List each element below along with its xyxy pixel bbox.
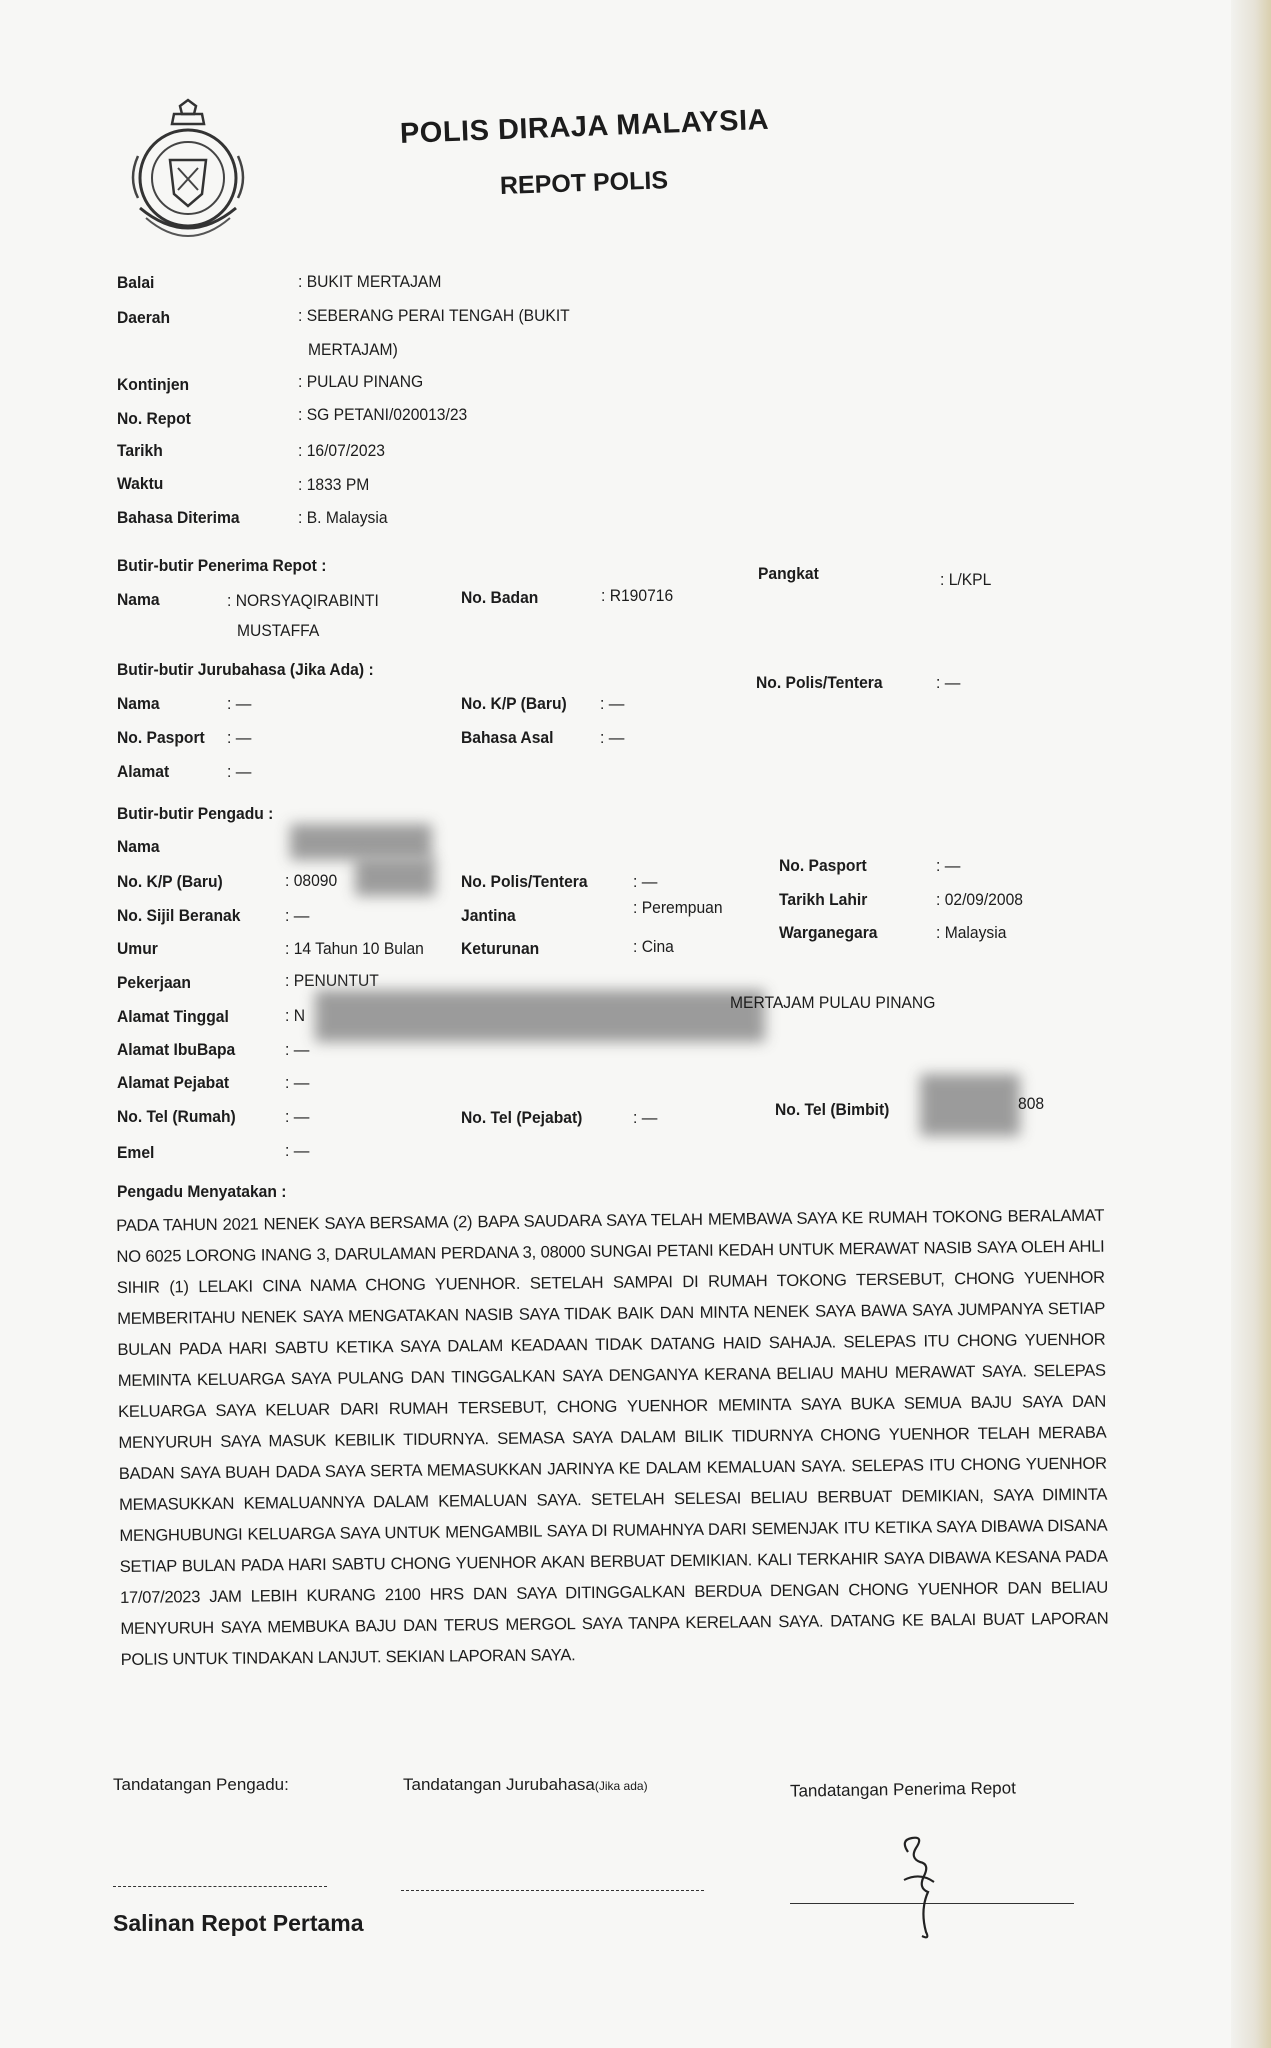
jantina-label: Jantina: [461, 906, 516, 925]
tarikh-label: Tarikh: [117, 441, 163, 460]
police-crest-logo: [118, 98, 258, 258]
sig-jurubahasa-note: (Jika ada): [594, 1779, 648, 1793]
jurubahasa-kp-label: No. K/P (Baru): [461, 694, 567, 713]
daerah-value: : SEBERANG PERAI TENGAH (BUKIT: [298, 306, 570, 325]
kontinjen-value: : PULAU PINANG: [298, 372, 424, 391]
jurubahasa-bahasa-label: Bahasa Asal: [461, 728, 554, 747]
waktu-value: : 1833 PM: [298, 475, 370, 494]
sig-jurubahasa-text: Tandatangan Jurubahasa: [403, 1775, 595, 1794]
jurubahasa-kp-value: : —: [600, 694, 625, 713]
pengadu-pasport-value: : —: [936, 856, 961, 875]
penerima-heading: Butir-butir Penerima Repot :: [117, 556, 327, 575]
pengadu-kp-value: : 08090: [285, 871, 338, 890]
umur-label: Umur: [117, 939, 158, 958]
kontinjen-label: Kontinjen: [117, 375, 190, 394]
sig-jurubahasa-label: [403, 1775, 648, 1795]
alamat-pejabat-label: Alamat Pejabat: [117, 1073, 230, 1092]
alamat-pejabat-value: : —: [285, 1073, 310, 1092]
sig-pengadu-label: Tandatangan Pengadu:: [113, 1775, 289, 1794]
no-badan-value: : R190716: [601, 586, 674, 605]
balai-value: : BUKIT MERTAJAM: [298, 272, 442, 291]
alamat-tinggal-label: Alamat Tinggal: [117, 1007, 229, 1026]
sig-penerima-label: Tandatangan Penerima Repot: [789, 1778, 1017, 1801]
daerah-label: Daerah: [117, 308, 171, 327]
alamat-ibubapa-label: Alamat IbuBapa: [117, 1040, 236, 1059]
warganegara-label: Warganegara: [779, 923, 878, 942]
no-badan-label: No. Badan: [461, 588, 539, 607]
keturunan-label: Keturunan: [461, 939, 540, 958]
warganegara-value: : Malaysia: [936, 923, 1007, 942]
statement-heading: Pengadu Menyatakan :: [117, 1182, 287, 1201]
bahasa-diterima-value: : B. Malaysia: [298, 508, 388, 527]
jurubahasa-heading: Butir-butir Jurubahasa (Jika Ada) :: [117, 660, 374, 679]
page-edge-shadow: [1231, 0, 1271, 2048]
redacted-ic-number: [355, 858, 435, 896]
jurubahasa-bahasa-value: : —: [600, 728, 625, 747]
pekerjaan-label: Pekerjaan: [117, 973, 191, 992]
waktu-label: Waktu: [117, 474, 164, 493]
pengadu-sijil-label: No. Sijil Beranak: [117, 906, 241, 925]
tel-bimbit-label: No. Tel (Bimbit): [775, 1100, 890, 1119]
alamat-ibubapa-value: : —: [285, 1040, 310, 1059]
keturunan-value: : Cina: [633, 937, 674, 956]
umur-value: : 14 Tahun 10 Bulan: [285, 939, 424, 958]
pekerjaan-value: : PENUNTUT: [285, 971, 379, 990]
penerima-nama-value: : NORSYAQIRABINTI: [227, 591, 379, 610]
tel-bimbit-value-end: 808: [1018, 1094, 1045, 1113]
pangkat-label: Pangkat: [758, 564, 819, 583]
sig-pengadu-line: [113, 1886, 327, 1887]
no-repot-label: No. Repot: [117, 409, 191, 428]
pengadu-nama-label: Nama: [117, 837, 160, 856]
tel-pejabat-label: No. Tel (Pejabat): [461, 1108, 583, 1127]
header-subtitle: REPOT POLIS: [499, 166, 669, 200]
balai-label: Balai: [117, 273, 155, 292]
redacted-address: [315, 990, 765, 1042]
pengadu-pasport-label: No. Pasport: [779, 856, 867, 875]
handwritten-signature: [890, 1832, 950, 1942]
emel-value: : —: [285, 1141, 310, 1160]
tarikh-value: : 16/07/2023: [298, 441, 385, 460]
statement-text: PADA TAHUN 2021 NENEK SAYA BERSAMA (2) BAPA SAUDARA SAYA TELAH MEMBAWA SAYA KE RUMAH TOKONG BERALAMAT NO 6025 LORONG INANG 3, DARULAMAN PERDANA 3, 08000 SUNGAI PETANI KEDAH UNTUK MERAWAT NASIB SAYA OLEH AHLI SIHIR (1) LELAKI CINA NAMA CHONG YUENHOR. SETELAH SAMPAI DI RUMAH TOKONG TERSEBUT, CHONG YUENHOR MEMBERITAHU NENEK SAYA MENGATAKAN NASIB SAYA TIDAK BAIK DAN MINTA NENEK SAYA BAWA SAYA JUMPANYA SETIAP BULAN PADA HARI SABTU KETIKA SAYA DALAM KEADAAN TIDAK DATANG HAID SAHAJA. SELEPAS ITU CHONG YUENHOR MEMINTA KELUARGA SAYA PULANG DAN TINGGALKAN SAYA DENGANYA KERANA BELIAU MAHU MERAWAT SAYA. SELEPAS KELUARGA SAYA KELUAR DARI RUMAH TERSEBUT, CHONG YUENHOR MEMINTA SAYA BUKA SEMUA BAJU SAYA DAN MENYURUH SAYA MASUK KEBILIK TIDURNYA. SEMASA SAYA DALAM BILIK TIDURNYA CHONG YUENHOR TELAH MERABA BADAN SAYA BUAH DADA SAYA SERTA MEMASUKKAN JARINYA KE DALAM KEMALUAN SAYA. SELEPAS ITU CHONG YUENHOR MEMASUKKAN KEMALUANNYA DALAM KEMALUAN SAYA. SETELAH SELESAI BELIAU BERBUAT DEMIKIAN, SAYA DIMINTA MENGHUBUNGI KELUARGA SAYA UNTUK MENGAMBIL SAYA DI RUMAHNYA DARI SEMENJAK ITU KETIKA SAYA DIBAWA DISANA SETIAP BULAN PADA HARI SABTU CHONG YUENHOR AKAN BERBUAT DEMIKIAN. KALI TERKAHIR SAYA DIBAWA KESANA PADA 17/07/2023 JAM LEBIH KURANG 2100 HRS DAN SAYA DITINGGALKAN BERDUA DENGAN CHONG YUENHOR DAN BELIAU MENYURUH SAYA MEMBUKA BAJU DAN TERUS MERGOL SAYA TANPA KERELAAN SAYA. DATANG KE BALAI BUAT LAPORAN POLIS UNTUK TINDAKAN LANJUT. SEKIAN LAPORAN SAYA.: [116, 1205, 1109, 1669]
jurubahasa-nama-label: Nama: [117, 694, 160, 713]
redacted-name: [290, 824, 432, 860]
jantina-value: : Perempuan: [633, 898, 723, 917]
penerima-nama-value-cont: MUSTAFFA: [237, 621, 320, 640]
jurubahasa-polis-value: : —: [936, 673, 961, 692]
no-repot-value: : SG PETANI/020013/23: [298, 405, 468, 424]
jurubahasa-nama-value: : —: [227, 694, 252, 713]
alamat-tinggal-value-start: : N: [285, 1006, 305, 1025]
tel-pejabat-value: : —: [633, 1108, 658, 1127]
redacted-mobile-number: [920, 1074, 1020, 1136]
sig-jurubahasa-line: [401, 1890, 704, 1891]
header-title: POLIS DIRAJA MALAYSIA: [399, 103, 770, 150]
emel-label: Emel: [117, 1143, 155, 1162]
bahasa-diterima-label: Bahasa Diterima: [117, 508, 240, 527]
pengadu-heading: Butir-butir Pengadu :: [117, 804, 274, 823]
footer-copy-label: Salinan Repot Pertama: [113, 1910, 364, 1936]
pengadu-polis-label: No. Polis/Tentera: [461, 872, 588, 891]
tarikh-lahir-value: : 02/09/2008: [936, 890, 1023, 909]
tarikh-lahir-label: Tarikh Lahir: [779, 890, 868, 909]
jurubahasa-alamat-label: Alamat: [117, 762, 170, 781]
tel-rumah-label: No. Tel (Rumah): [117, 1107, 236, 1126]
pangkat-value: : L/KPL: [940, 570, 992, 589]
penerima-nama-label: Nama: [117, 590, 160, 609]
pengadu-sijil-value: : —: [285, 906, 310, 925]
jurubahasa-polis-label: No. Polis/Tentera: [756, 673, 883, 692]
pengadu-polis-value: : —: [633, 872, 658, 891]
alamat-tinggal-value-end: MERTAJAM PULAU PINANG: [730, 993, 936, 1012]
jurubahasa-pasport-value: : —: [227, 728, 252, 747]
jurubahasa-pasport-label: No. Pasport: [117, 728, 205, 747]
tel-rumah-value: : —: [285, 1107, 310, 1126]
pengadu-kp-label: No. K/P (Baru): [117, 872, 223, 891]
jurubahasa-alamat-value: : —: [227, 762, 252, 781]
daerah-value-cont: MERTAJAM): [308, 340, 398, 359]
